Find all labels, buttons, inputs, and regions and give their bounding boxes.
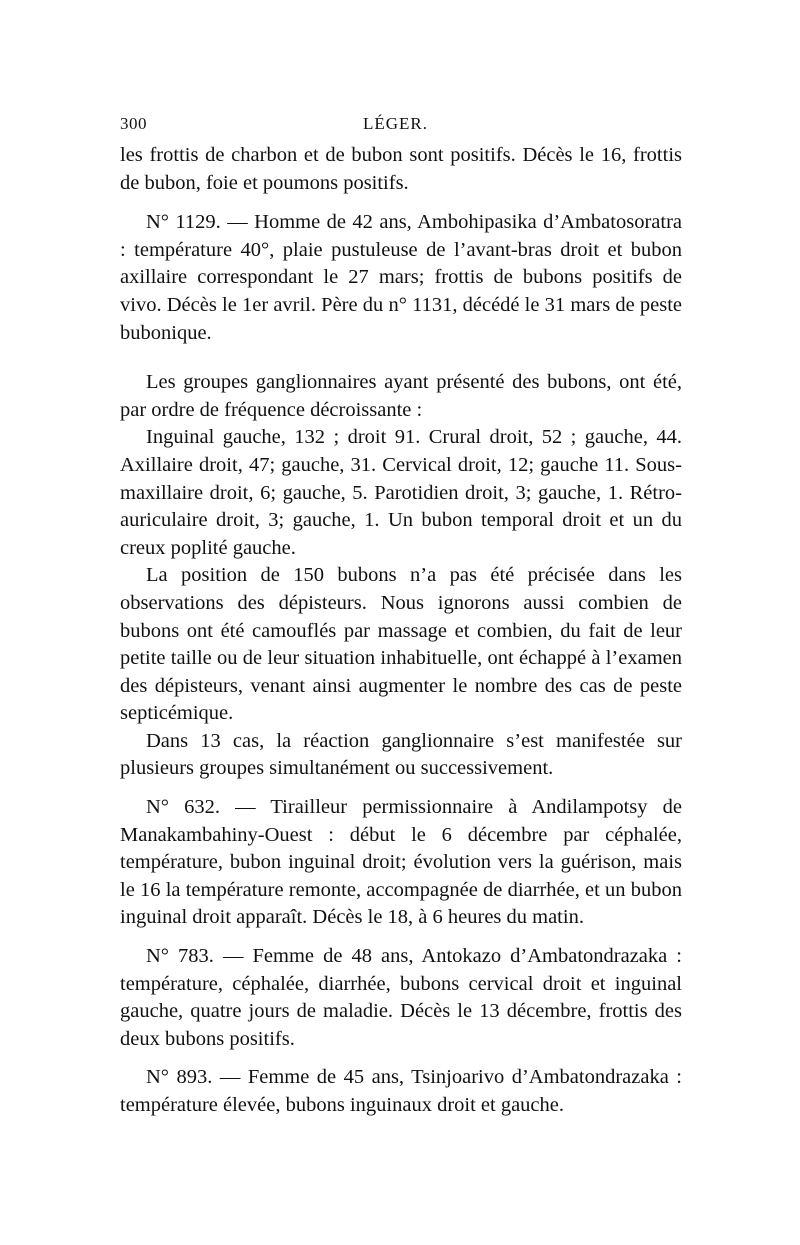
paragraph-groupes-ganglionnaires: Les groupes ganglionnaires ayant présenté des bubons, ont été, par ordre de fréquence décroissante : bbox=[120, 371, 682, 421]
case-783: N° 783. — Femme de 48 ans, Antokazo d’Ambatondrazaka : température, céphalée, diarrhée, bubons cervical droit et inguinal gauche, quatre jours de maladie. Décès le 13 décembre, frottis des deux bubons positifs. bbox=[120, 945, 682, 1050]
running-head: LÉGER. bbox=[362, 114, 429, 133]
paragraph-bubon-counts: Inguinal gauche, 132 ; droit 91. Crural droit, 52 ; gauche, 44. Axillaire droit, 47; gauche, 31. Cervical droit, 12; gauche 11. Sous-maxillaire droit, 6; gauche, 5. Parotidien droit, 3; gauche, 1. Rétro-auriculaire droit, 3; gauche, 1. Un bubon temporal droit et un du creux poplité gauche. bbox=[120, 426, 682, 559]
case-632: N° 632. — Tirailleur permissionnaire à Andilampotsy de Manakambahiny-Ouest : début le 6 décembre par céphalée, température, bubon inguinal droit; évolution vers la guérison, mais le 16 la température remonte, accompagnée de diarrhée, et un bubon inguinal droit apparaît. Décès le 18, à 6 heures du matin. bbox=[120, 796, 682, 929]
paragraph-position-bubons: La position de 150 bubons n’a pas été précisée dans les observations des dépisteurs. Nous ignorons aussi combien de bubons ont été camouflés par massage et combien, du fait de leur petite taille ou de leur situation inhabituelle, ont échappé à l’examen des dépisteurs, venant ainsi augmenter le nombre des cas de peste septicémique. bbox=[120, 564, 682, 725]
page-header bbox=[120, 112, 682, 142]
case-1129: N° 1129. — Homme de 42 ans, Ambohipasika d’Ambatosoratra : température 40°, plaie pustuleuse de l’avant-bras droit et bubon axillaire correspondant le 27 mars; frottis de bubons positifs de vivo. Décès le 1er avril. Père du n° 1131, décédé le 31 mars de peste bubonique. bbox=[120, 211, 682, 344]
page-number: 300 bbox=[120, 114, 147, 133]
paragraph-continuation: les frottis de charbon et de bubon sont positifs. Décès le 16, frottis de bubon, foie et poumons positifs. bbox=[120, 144, 682, 194]
book-page bbox=[120, 112, 682, 1120]
case-893: N° 893. — Femme de 45 ans, Tsinjoarivo d’Ambatondrazaka : température élevée, bubons inguinaux droit et gauche. bbox=[120, 1066, 682, 1116]
paragraph-reaction-ganglionnaire: Dans 13 cas, la réaction ganglionnaire s’est manifestée sur plusieurs groupes simultanément ou successivement. bbox=[120, 729, 682, 780]
